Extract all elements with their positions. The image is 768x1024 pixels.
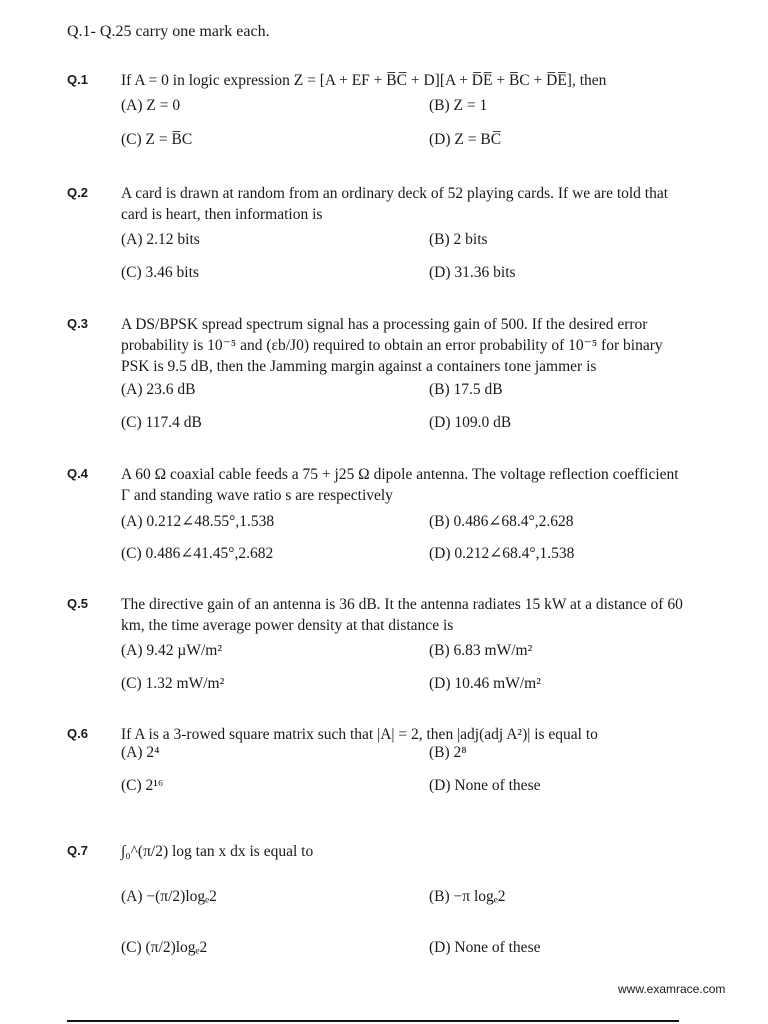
question-number: Q.1 [67, 72, 88, 87]
question-text: A 60 Ω coaxial cable feeds a 75 + j25 Ω dipole antenna. The voltage reflection coefficient Γ and standing wave ratio s are respectively [121, 466, 679, 504]
option-c: (C) 1.32 mW/m² [121, 675, 225, 692]
option-b: (B) 0.486∠68.4°,2.628 [429, 513, 574, 530]
question-text: If A is a 3-rowed square matrix such that |A| = 2, then |adj(adj A²)| is equal to [121, 726, 598, 743]
question-number: Q.3 [67, 316, 88, 331]
option-c: (C) (π/2)logₑ2 [121, 939, 208, 956]
question-number: Q.5 [67, 596, 88, 611]
option-b: (B) 6.83 mW/m² [429, 642, 533, 659]
question-number: Q.6 [67, 726, 88, 741]
option-b: (B) Z = 1 [429, 97, 488, 114]
option-d: (D) None of these [429, 939, 541, 956]
question-text: A DS/BPSK spread spectrum signal has a processing gain of 500. If the desired error probability is 10⁻⁵ and (εb/J0) required to obtain an error probability of 10⁻⁵ for binary PSK is 9.5 dB, then the Jamming margin against a containers tone jammer is [121, 316, 663, 375]
option-a: (A) 2⁴ [121, 744, 160, 761]
option-c: (C) 117.4 dB [121, 414, 202, 431]
question-number: Q.4 [67, 466, 88, 481]
option-d: (D) 0.212∠68.4°,1.538 [429, 545, 575, 562]
option-d: (D) Z = BC̅ [429, 131, 502, 148]
option-b: (B) 17.5 dB [429, 381, 503, 398]
option-a: (A) 0.212∠48.55°,1.538 [121, 513, 275, 530]
question-number: Q.7 [67, 843, 88, 858]
question-text: A card is drawn at random from an ordinary deck of 52 playing cards. If we are told that card is heart, then information is [121, 185, 669, 223]
footer-url: www.examrace.com [618, 982, 726, 996]
option-b: (B) 2 bits [429, 231, 488, 248]
option-a: (A) 23.6 dB [121, 381, 196, 398]
question-text: If A = 0 in logic expression Z = [A + EF + B̅C̅ + D][A + D̅E̅ + B̅C + D̅E̅], then [121, 72, 607, 89]
question-text: The directive gain of an antenna is 36 dB. It the antenna radiates 15 kW at a distance of 60 km, the time average power density at that distance is [121, 596, 683, 634]
option-d: (D) None of these [429, 777, 541, 794]
footer-rule [67, 1020, 679, 1022]
option-a: (A) 9.42 µW/m² [121, 642, 222, 659]
option-c: (C) 3.46 bits [121, 264, 199, 281]
option-a: (A) Z = 0 [121, 97, 181, 114]
option-c: (C) Z = B̅C [121, 131, 193, 148]
option-b: (B) 2⁸ [429, 744, 467, 761]
option-b: (B) −π logₑ2 [429, 888, 506, 905]
question-text: ∫₀^(π/2) log tan x dx is equal to [121, 843, 314, 860]
option-d: (D) 31.36 bits [429, 264, 516, 281]
option-d: (D) 109.0 dB [429, 414, 512, 431]
option-d: (D) 10.46 mW/m² [429, 675, 541, 692]
option-a: (A) −(π/2)logₑ2 [121, 888, 217, 905]
question-number: Q.2 [67, 185, 88, 200]
option-c: (C) 0.486∠41.45°,2.682 [121, 545, 274, 562]
section-header: Q.1- Q.25 carry one mark each. [67, 23, 270, 40]
option-a: (A) 2.12 bits [121, 231, 200, 248]
option-c: (C) 2¹⁶ [121, 777, 164, 794]
